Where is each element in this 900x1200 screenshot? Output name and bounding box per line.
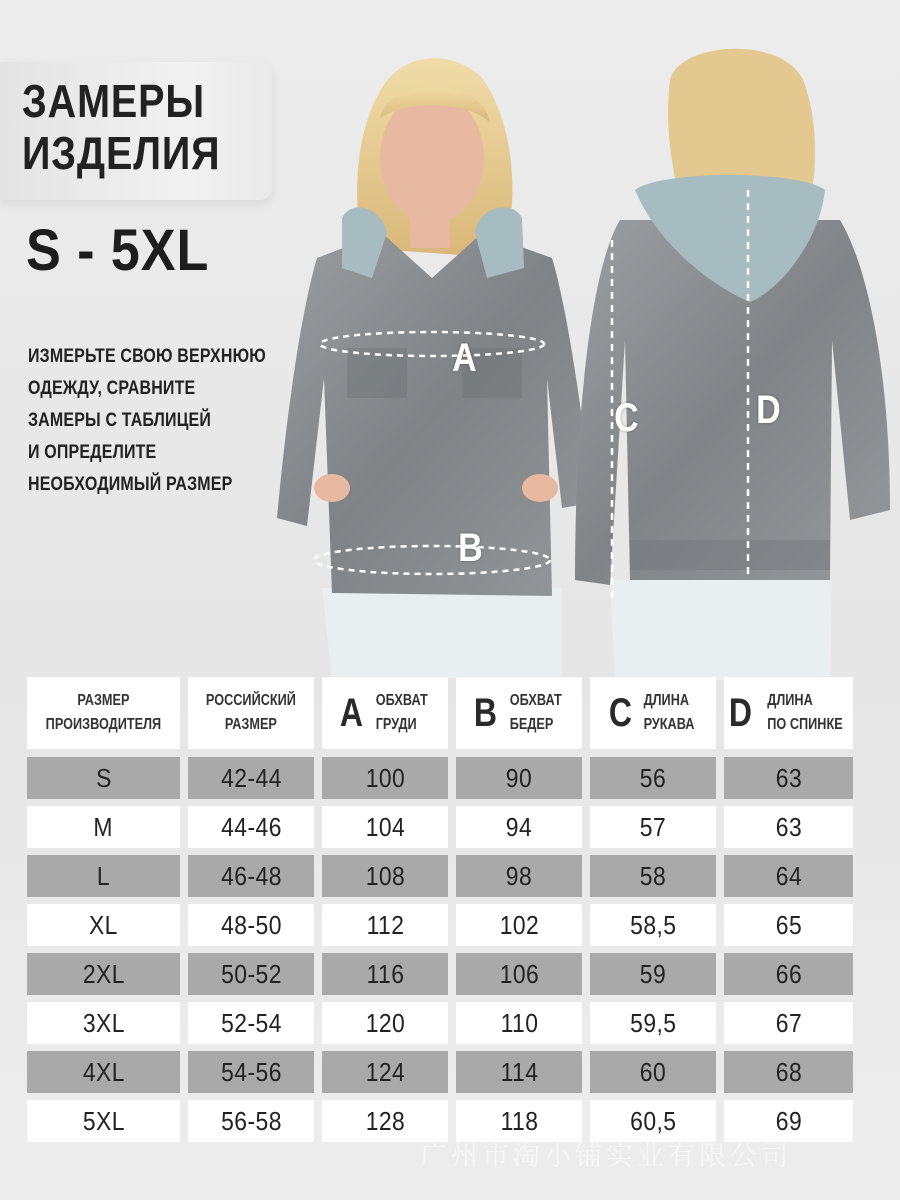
cell-text: 3XL [82,1007,125,1038]
table-row [27,757,865,799]
header-russian-size [188,677,314,749]
title-line-1: ЗАМЕРЫ [22,75,205,127]
header-line: РОССИЙСКИЙ [205,692,297,709]
measure-label-b: B [458,526,483,570]
header-hips [456,677,582,749]
header-sleeve-length [590,677,716,749]
cell-text: 67 [775,1007,802,1038]
model-front-photo [262,48,602,678]
cell-size [27,904,180,946]
cell-size [27,1002,180,1044]
cell-text: 104 [365,811,405,842]
cell-text: 2XL [82,958,125,989]
cell-text: 46-48 [220,860,282,891]
cell-sleeve [590,806,716,848]
cell-text: M [93,811,114,842]
header-back-length [724,677,853,749]
instruction-line: ЗАМЕРЫ С ТАБЛИЦЕЙ [28,409,212,431]
size-table-header [27,677,865,749]
measure-label-a: A [452,336,477,380]
cell-text: 65 [775,909,802,940]
instruction-line: НЕОБХОДИМЫЙ РАЗМЕР [28,473,233,495]
cell-text: 56 [639,762,667,793]
cell-chest [322,1002,448,1044]
cell-hips [456,806,582,848]
cell-text: 58,5 [629,909,677,940]
cell-hips [456,1002,582,1044]
cell-text: 110 [500,1007,538,1038]
cell-text: 64 [775,860,802,891]
model-back-photo [570,40,900,680]
cell-text: 112 [366,909,404,940]
cell-text: 44-46 [220,811,282,842]
watermark: 广州市淘小铺实业有限公司 [420,1141,792,1172]
cell-back [724,1051,853,1093]
cell-text: 60 [639,1056,667,1087]
cell-sleeve [590,1002,716,1044]
header-letter-b: B [473,690,497,735]
cell-text: 94 [505,811,533,842]
cell-chest [322,1051,448,1093]
cell-text: 66 [775,958,802,989]
cell-size [27,806,180,848]
instruction-line: И ОПРЕДЕЛИТЕ [28,441,157,463]
cell-text: 5XL [82,1105,125,1136]
header-letter-a: A [339,690,363,735]
header-line: РАЗМЕР [224,716,278,733]
cell-ru-size [188,1051,314,1093]
cell-text: 56-58 [220,1105,282,1136]
cell-text: S [95,762,112,793]
header-letter-c: C [608,690,632,735]
cell-chest [322,953,448,995]
cell-chest [322,904,448,946]
cell-text: 57 [639,811,667,842]
cell-back [724,806,853,848]
cell-text: 50-52 [220,958,282,989]
cell-hips [456,1051,582,1093]
cell-sleeve [590,953,716,995]
header-line: ОБХВАТ [375,692,428,709]
cell-text: 48-50 [220,909,282,940]
cell-text: 90 [505,762,533,793]
instruction-line: ИЗМЕРЬТЕ СВОЮ ВЕРХНЮЮ [28,345,266,367]
header-line: РУКАВА [644,716,695,733]
model-front-illustration [262,48,602,678]
cell-text: 118 [500,1105,538,1136]
cell-text: 69 [775,1105,802,1136]
cell-text: 58 [639,860,667,891]
cell-chest [322,806,448,848]
cell-sleeve [590,1051,716,1093]
cell-ru-size [188,1100,314,1142]
cell-hips [456,904,582,946]
cell-ru-size [188,806,314,848]
cell-text: 63 [775,811,802,842]
header-line: РАЗМЕР [77,692,130,709]
header-manufacturer-size [27,677,180,749]
cell-ru-size [188,1002,314,1044]
cell-ru-size [188,757,314,799]
header-line: ПРОИЗВОДИТЕЛЯ [45,716,162,733]
cell-text: 106 [499,958,539,989]
cell-text: 4XL [82,1056,125,1087]
cell-size [27,1051,180,1093]
cell-text: 68 [775,1056,802,1087]
table-row [27,1002,865,1044]
cell-text: 42-44 [220,762,282,793]
cell-size [27,1100,180,1142]
cell-text: 128 [365,1105,405,1136]
cell-back [724,855,853,897]
cell-size [27,757,180,799]
header-letter-d: D [728,690,753,735]
header-line: ДЛИНА [767,692,813,709]
cell-sleeve [590,855,716,897]
model-back-illustration [570,40,900,680]
cell-text: 120 [365,1007,405,1038]
cell-text: 114 [500,1056,538,1087]
table-row [27,953,865,995]
measure-label-d: D [756,388,781,432]
cell-text: L [96,860,111,891]
header-line: БЕДЕР [509,716,554,733]
cell-text: 59 [639,958,667,989]
cell-hips [456,757,582,799]
cell-text: 60,5 [629,1105,677,1136]
table-row [27,1051,865,1093]
instruction-text [28,340,288,500]
cell-sleeve [590,904,716,946]
title-line-2: ИЗДЕЛИЯ [22,127,221,179]
header-chest [322,677,448,749]
cell-text: 102 [499,909,539,940]
cell-text: 54-56 [220,1056,282,1087]
cell-text: 116 [366,958,404,989]
cell-back [724,1002,853,1044]
cell-text: 98 [505,860,533,891]
cell-text: 108 [365,860,405,891]
size-table-body [27,757,865,1149]
cell-size [27,855,180,897]
cell-text: 124 [365,1056,405,1087]
header-line: ОБХВАТ [509,692,562,709]
header-line: ПО СПИНКЕ [767,716,843,733]
cell-chest [322,855,448,897]
cell-sleeve [590,757,716,799]
header-line: ДЛИНА [644,692,690,709]
cell-hips [456,855,582,897]
cell-text: XL [89,909,118,940]
size-range: S - 5XL [26,218,210,283]
table-row [27,806,865,848]
cell-back [724,953,853,995]
measure-label-c: C [614,396,639,440]
cell-hips [456,953,582,995]
cell-back [724,757,853,799]
cell-text: 59,5 [629,1007,677,1038]
cell-text: 52-54 [220,1007,282,1038]
cell-chest [322,757,448,799]
cell-ru-size [188,953,314,995]
cell-ru-size [188,855,314,897]
header-line: ГРУДИ [375,716,417,733]
table-row [27,855,865,897]
cell-ru-size [188,904,314,946]
table-row [27,904,865,946]
cell-back [724,904,853,946]
instruction-line: ОДЕЖДУ, СРАВНИТЕ [28,377,196,399]
cell-text: 63 [775,762,802,793]
cell-text: 100 [365,762,405,793]
cell-size [27,953,180,995]
